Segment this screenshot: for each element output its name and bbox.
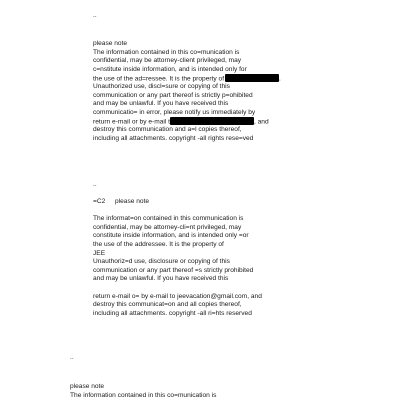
disclaimer-line: including all attachments. copyright -all ri=hts reserved <box>93 309 252 317</box>
disclaimer-block-2 <box>93 198 262 318</box>
disclaimer-line: confidential, may be attorney-cli=nt privileged, may <box>93 223 242 231</box>
ellipsis-marker: .. <box>93 12 97 19</box>
disclaimer-line: The information contained in this co=munication is <box>93 48 240 56</box>
disclaimer-heading-line <box>93 198 262 207</box>
disclaimer-line: and may be unlawful. If you have received this <box>93 100 229 108</box>
disclaimer-line: the use of the addressee. It is the property of <box>93 240 224 248</box>
disclaimer-text: the use of the ad=ressee. It is the property of <box>93 75 225 83</box>
disclaimer-line: destroy this communicat=on and all copies thereof, <box>93 301 242 309</box>
disclaimer-line-with-redaction <box>93 74 281 83</box>
disclaimer-block-1 <box>93 40 281 143</box>
disclaimer-title: please note <box>70 383 105 390</box>
disclaimer-line: JEE <box>93 249 106 257</box>
redaction-bar <box>170 117 254 125</box>
disclaimer-block-3 <box>70 383 216 400</box>
disclaimer-title: please note <box>115 198 150 205</box>
disclaimer-line: and may be unlawful. If you have received this <box>93 275 229 283</box>
disclaimer-line: Unauthorized use, discl=sure or copying of this <box>93 82 230 90</box>
disclaimer-line: Unauthoriz=d use, disclosure or copying of this <box>93 258 230 266</box>
disclaimer-line: return e-mail o= by e-mail to jeevacation@gmail.com, and <box>93 292 262 300</box>
disclaimer-line: communication or any part thereof =s strictly prohibited <box>93 266 254 274</box>
disclaimer-line: communication or any part thereof is strictly p=ohibited <box>93 91 253 99</box>
disclaimer-line: communicatio= in error, please notify us immediately by <box>93 108 256 116</box>
disclaimer-line: The information contained in this co=munication is <box>70 391 217 399</box>
encoding-prefix: =C2 <box>93 198 106 205</box>
disclaimer-text: return e-mail or by e-mail t <box>93 118 170 126</box>
disclaimer-line: constitute inside information, and is intended only =or <box>93 232 249 240</box>
disclaimer-text: . <box>279 75 281 83</box>
disclaimer-line: The informat=on contained in this communication is <box>93 215 244 223</box>
disclaimer-line: c=nstitute inside information, and is intended only for <box>93 65 247 73</box>
disclaimer-text: , and <box>253 118 269 126</box>
disclaimer-line-with-redaction <box>93 117 281 126</box>
ellipsis-marker: .. <box>70 354 74 361</box>
disclaimer-line: including all attachments. copyright -all rights rese=ved <box>93 134 254 142</box>
disclaimer-line: confidential, may be attorney-client privileged, may <box>93 57 242 65</box>
disclaimer-title: please note <box>93 40 128 47</box>
disclaimer-line: destroy this communication and a=l copies thereof, <box>93 125 242 133</box>
ellipsis-marker: .. <box>93 181 97 188</box>
redaction-bar <box>225 74 279 82</box>
